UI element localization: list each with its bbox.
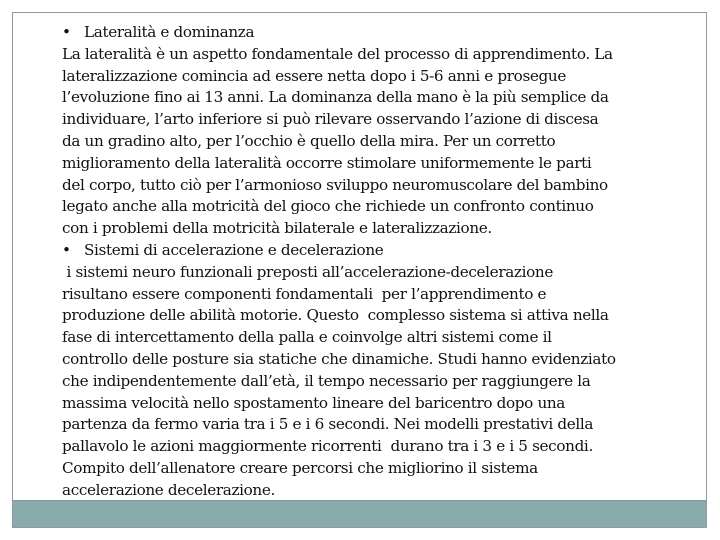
text-line <box>62 87 616 109</box>
line-text: i sistemi neuro funzionali preposti all’accelerazione-decelerazione <box>62 262 553 281</box>
line-text: massima velocità nello spostamento lineare del baricentro dopo una <box>62 393 566 412</box>
text-line <box>62 371 616 393</box>
bullet-heading <box>62 240 616 262</box>
text-line <box>62 480 616 502</box>
slide-body-text <box>62 22 616 502</box>
line-text: risultano essere componenti fondamentali per l’apprendimento e <box>62 284 547 303</box>
line-text: controllo delle posture sia statiche che dinamiche. Studi hanno evidenziato <box>62 349 616 368</box>
line-text: che indipendentemente dall’età, il tempo necessario per raggiungere la <box>62 371 591 390</box>
line-text: partenza da fermo varia tra i 5 e i 6 secondi. Nei modelli prestativi della <box>62 415 594 434</box>
text-line <box>62 131 616 153</box>
text-line <box>62 436 616 458</box>
line-text: La lateralità è un aspetto fondamentale del processo di apprendimento. La <box>62 44 613 63</box>
line-text: con i problemi della motricità bilaterale e lateralizzazione. <box>62 219 492 238</box>
text-line <box>62 175 616 197</box>
text-line <box>62 327 616 349</box>
text-line <box>62 66 616 88</box>
bullet-icon: • <box>62 23 71 41</box>
bullet-heading <box>62 22 616 44</box>
line-text: pallavolo le azioni maggiormente ricorrenti durano tra i 3 e i 5 secondi. <box>62 437 593 456</box>
line-text: del corpo, tutto ciò per l’armonioso sviluppo neuromuscolare del bambino <box>62 175 608 194</box>
text-line <box>62 44 616 66</box>
bullet-icon: • <box>62 240 71 259</box>
line-text: l’evoluzione fino ai 13 anni. La dominanza della mano è la più semplice da <box>62 88 609 107</box>
text-line <box>62 262 616 284</box>
text-line <box>62 349 616 371</box>
text-line <box>62 458 616 480</box>
footer-bar <box>13 500 706 527</box>
line-text: Sistemi di accelerazione e decelerazione <box>84 240 384 259</box>
text-line <box>62 393 616 415</box>
text-line <box>62 284 616 306</box>
line-text: da un gradino alto, per l’occhio è quello della mira. Per un corretto <box>62 131 556 150</box>
line-text: individuare, l’arto inferiore si può rilevare osservando l’azione di discesa <box>62 110 599 129</box>
text-line <box>62 109 616 131</box>
line-text: legato anche alla motricità del gioco che richiede un confronto continuo <box>62 197 594 216</box>
text-line <box>62 218 616 240</box>
line-text: lateralizzazione comincia ad essere netta dopo i 5-6 anni e prosegue <box>62 66 566 85</box>
line-text: miglioramento della lateralità occorre stimolare uniformemente le parti <box>62 153 592 172</box>
line-text: accelerazione decelerazione. <box>62 480 275 499</box>
line-text: produzione delle abilità motorie. Questo complesso sistema si attiva nella <box>62 306 609 325</box>
slide <box>12 12 707 528</box>
text-line <box>62 196 616 218</box>
text-line <box>62 414 616 436</box>
text-line <box>62 305 616 327</box>
line-text: Lateralità e dominanza <box>84 23 255 41</box>
line-text: Compito dell’allenatore creare percorsi che migliorino il sistema <box>62 458 538 477</box>
line-text: fase di intercettamento della palla e coinvolge altri sistemi come il <box>62 328 552 347</box>
text-line <box>62 153 616 175</box>
